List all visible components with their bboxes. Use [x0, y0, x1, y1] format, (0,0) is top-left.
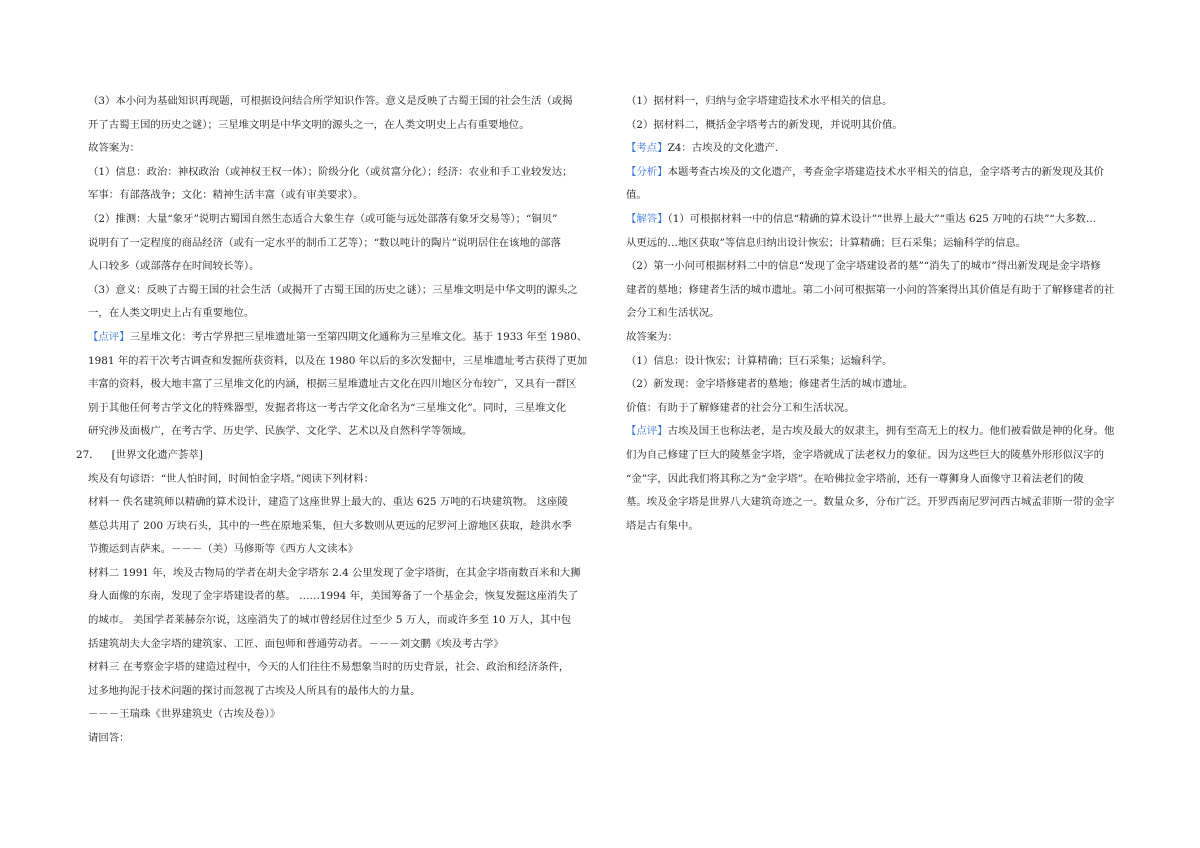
material-line: 材料一 佚名建筑师以精确的算术设计，建造了这座世界上最大的、重达 625 万吨的石块建筑物。 这座陵: [88, 496, 568, 509]
jieda-text: （1）可根据材料一中的信息“精确的算术设计”“世界上最大”“重达 625 万吨的石块”“大多数…: [667, 212, 1097, 225]
kaodian-tag: 【考点】: [626, 142, 668, 155]
material-line: 材料二 1991 年，埃及古物局的学者在胡夫金字塔东 2.4 公里发现了金字塔街，在其金字塔南数百米和大狮: [88, 566, 581, 579]
question-line: （1）据材料一，归纳与金字塔建造技术水平相关的信息。: [626, 95, 893, 107]
kaodian-line: [626, 137, 1126, 161]
dianping-line: 塔是古有集中。: [626, 519, 699, 532]
jieda-line: 建者的墓地；修建者生活的城市遗址。第二小问可根据第一小问的答案得出其价值是有助于了解修建者的社: [626, 283, 1115, 296]
material-line: －－－王瑞珠《世界建筑史（古埃及卷）》: [88, 708, 281, 721]
text-line: 军事：有部落战争；文化：精神生活丰富（或有审美要求）。: [88, 189, 364, 202]
comment-text: 三星堆文化：考古学界把三星堆遗址第一至第四期文化通称为三星堆文化。基于 1933 年至 1980、: [129, 330, 588, 343]
dianping-line: 墓。埃及金字塔是世界八大建筑奇迹之一。数量众多，分布广泛。开罗西南尼罗河西古城孟菲斯一带的金字: [626, 496, 1115, 509]
text-line: （2）推测：大量“象牙”说明古蜀国自然生态适合大象生存（或可能与远处部落有象牙交易等）；“铜贝”: [88, 212, 558, 225]
question-number: 27．: [76, 448, 100, 461]
text-line: 开了古蜀王国的历史之谜）；三星堆文明是中华文明的源头之一，在人类文明史上占有重要地位。: [88, 118, 530, 131]
material-line: 过多地拘泥于技术问题的探讨而忽视了古埃及人所具有的最伟大的力量。: [88, 684, 421, 697]
dianping-line: “金”字，因此我们将其称之为“金字塔”。在哈佛拉金字塔前，还有一尊狮身人面像守卫着法老们的陵: [626, 472, 1084, 485]
fenxi-text: 本题考查古埃及的文化遗产，考查金字塔建造技术水平相关的信息，金字塔考古的新发现及其价: [667, 165, 1104, 178]
material-line: 的城市。 美国学者莱赫奈尔说，这座消失了的城市曾经居住过至少 5 万人，而或许多至 10 万人，其中包: [88, 614, 572, 627]
comment-line: 1981 年的若干次考古调查和发掘所获资料，以及在 1980 年以后的多次发掘中，三星堆遗址考古获得了更加: [88, 354, 588, 367]
comment-tag: 【点评】: [88, 330, 130, 343]
jieda-tag: 【解答】: [626, 212, 668, 225]
material-line: 埃及有句谚语：“世人怕时间，时间怕金字塔。”阅读下列材料：: [88, 472, 374, 485]
text-line: 故答案为：: [88, 142, 140, 155]
material-line: 身人面像的东南，发现了金字塔建设者的墓。 ……1994 年，美国筹备了一个基金会，恢复发掘这座消失了: [88, 590, 579, 603]
text-line: 说明有了一定程度的商品经济（或有一定水平的制币工艺等）；“数以吨计的陶片”说明居住在该地的部落: [88, 236, 561, 249]
fenxi-line: [626, 161, 1126, 185]
text-line: 人口较多（或部落存在时间较长等）。: [88, 260, 260, 273]
fenxi-line: 值。: [626, 189, 647, 202]
dianping-tag: 【点评】: [626, 425, 668, 438]
dianping-line: [626, 420, 1126, 444]
jieda-line: （2）第一小问可根据材料二中的信息“发现了金字塔建设者的墓”“消失了的城市”得出新发现是金字塔修: [626, 260, 1101, 273]
kaodian-text: Z4：古埃及的文化遗产.: [667, 142, 779, 155]
material-line: 括建筑胡夫大金字塔的建筑家、工匠、面包师和普通劳动者。－－－刘文鹏《埃及考古学》: [88, 637, 504, 650]
comment-line: [88, 326, 588, 350]
question-title: [世界文化遗产荟萃]: [111, 448, 203, 461]
text-line: （3）本小问为基础知识再现题，可根据设问结合所学知识作答。意义是反映了古蜀王国的社会生活（或揭: [88, 95, 573, 107]
fenxi-tag: 【分析】: [626, 165, 668, 178]
jieda-line: 从更远的…地区获取”等信息归纳出设计恢宏；计算精确；巨石采集；运输科学的信息。: [626, 236, 1027, 249]
dianping-line: 们为自己修建了巨大的陵墓金字塔，金字塔就成了法老权力的象征。因为这些巨大的陵墓外形形似汉字的: [626, 448, 1104, 461]
left-column: [76, 90, 588, 751]
question-line: （2）据材料二，概括金字塔考古的新发现，并说明其价值。: [626, 118, 903, 131]
text-line: 一，在人类文明史上占有重要地位。: [88, 307, 255, 320]
right-column: [626, 90, 1126, 538]
text-line: （3）意义：反映了古蜀王国的社会生活（或揭开了古蜀王国的历史之谜）；三星堆文明是中华文明的源头之: [88, 283, 578, 296]
jieda-line: 会分工和生活状况。: [626, 307, 720, 320]
comment-line: 别于其他任何考古学文化的特殊器型，发掘者将这一考古学文化命名为“三星堆文化”。同时，三星堆文化: [88, 401, 567, 414]
jieda-line: [626, 208, 1126, 232]
text-line: （1）信息：政治：神权政治（或神权王权一体）；阶级分化（或贫富分化）；经济：农业和手工业较发达；: [88, 165, 573, 178]
question-27-heading: [76, 444, 588, 468]
material-line: 请回答：: [88, 732, 130, 745]
comment-line: 丰富的资料，极大地丰富了三星堆文化的内涵，根据三星堆遗址古文化在四川地区分布较广，又具有一群区: [88, 378, 577, 391]
material-line: 节搬运到吉萨来。－－－（美）马修斯等《西方人文读本》: [88, 543, 359, 556]
answer-line: 价值：有助于了解修建者的社会分工和生活状况。: [626, 401, 855, 414]
answer-label: 故答案为：: [626, 330, 678, 343]
material-line: 墓总共用了 200 万块石头，其中的一些在原地采集，但大多数则从更远的尼罗河上游地区获取，趁洪水季: [88, 519, 572, 532]
dianping-text: 古埃及国王也称法老，是古埃及最大的奴隶主，拥有至高无上的权力。他们被看做是神的化身。他: [667, 425, 1115, 438]
material-line: 材料三 在考察金字塔的建造过程中，今天的人们往往不易想象当时的历史背景，社会、政治和经济条件，: [88, 661, 570, 674]
comment-line: 研究涉及面极广，在考古学、历史学、民族学、文化学、艺术以及自然科学等领域。: [88, 425, 473, 438]
answer-line: （2）新发现：金字塔修建者的墓地；修建者生活的城市遗址。: [626, 378, 914, 391]
answer-line: （1）信息：设计恢宏；计算精确；巨石采集；运输科学。: [626, 354, 893, 367]
